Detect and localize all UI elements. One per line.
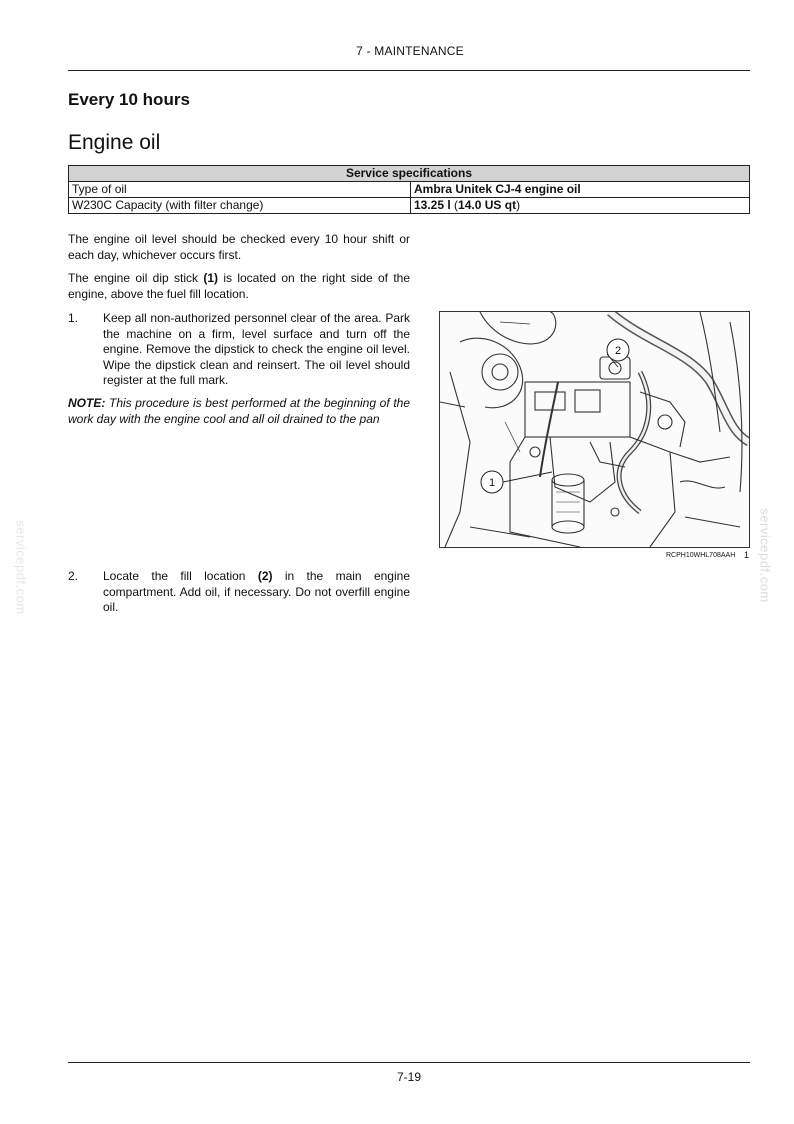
note-paragraph: NOTE: This procedure is best performed at the beginning of the work day with the engine cool and all oil drained to the pan — [68, 396, 410, 426]
callout-1-label: 1 — [488, 477, 496, 489]
footer-rule — [68, 1062, 750, 1063]
section-heading: Engine oil — [68, 131, 161, 154]
step-number: 2. — [68, 569, 79, 583]
page-number: 7-19 — [396, 1070, 422, 1084]
table-row — [69, 182, 750, 198]
note-label: NOTE: — [68, 396, 106, 410]
spec-table-header-row — [69, 166, 750, 182]
figure-code: RCPH10WHL708AAH — [666, 552, 736, 559]
interval-heading: Every 10 hours — [68, 90, 190, 109]
engine-drawing — [440, 312, 749, 547]
figure-number: 1 — [744, 550, 750, 560]
spec-value: 13.25 l (14.0 US qt) — [411, 198, 750, 214]
callout-2-label: 2 — [614, 345, 622, 357]
spec-label: W230C Capacity (with filter change) — [69, 198, 411, 214]
step-text: Locate the fill location (2) in the main engine compartment. Add oil, if necessary. Do not overfill engine oil. — [103, 569, 410, 614]
step-2 — [68, 569, 410, 616]
check-interval-paragraph: The engine oil level should be checked every 10 hour shift or each day, whichever occurs first. — [68, 232, 410, 262]
table-row — [69, 198, 750, 214]
engine-compartment-illustration — [439, 311, 750, 548]
dipstick-location-paragraph: The engine oil dip stick (1) is located on the right side of the engine, above the fuel fill location. — [68, 271, 411, 301]
service-spec-table — [68, 165, 750, 214]
header-rule — [68, 70, 750, 71]
step-1 — [68, 311, 410, 389]
spec-table-title: Service specifications — [69, 166, 750, 182]
step-number: 1. — [68, 311, 79, 325]
spec-value: Ambra Unitek CJ-4 engine oil — [411, 182, 750, 198]
spec-label: Type of oil — [69, 182, 411, 198]
running-header: 7 - MAINTENANCE — [356, 44, 464, 58]
watermark-left: servicepdf.com — [13, 520, 29, 615]
watermark-right: servicepdf.com — [757, 508, 773, 603]
step-text: Keep all non-authorized personnel clear of the area. Park the machine on a firm, level surface and turn off the engine. Remove the dipstick to check the engine oil level. Wipe the dipstick clean and reinsert. The oil level should register at the full mark. — [103, 311, 410, 387]
